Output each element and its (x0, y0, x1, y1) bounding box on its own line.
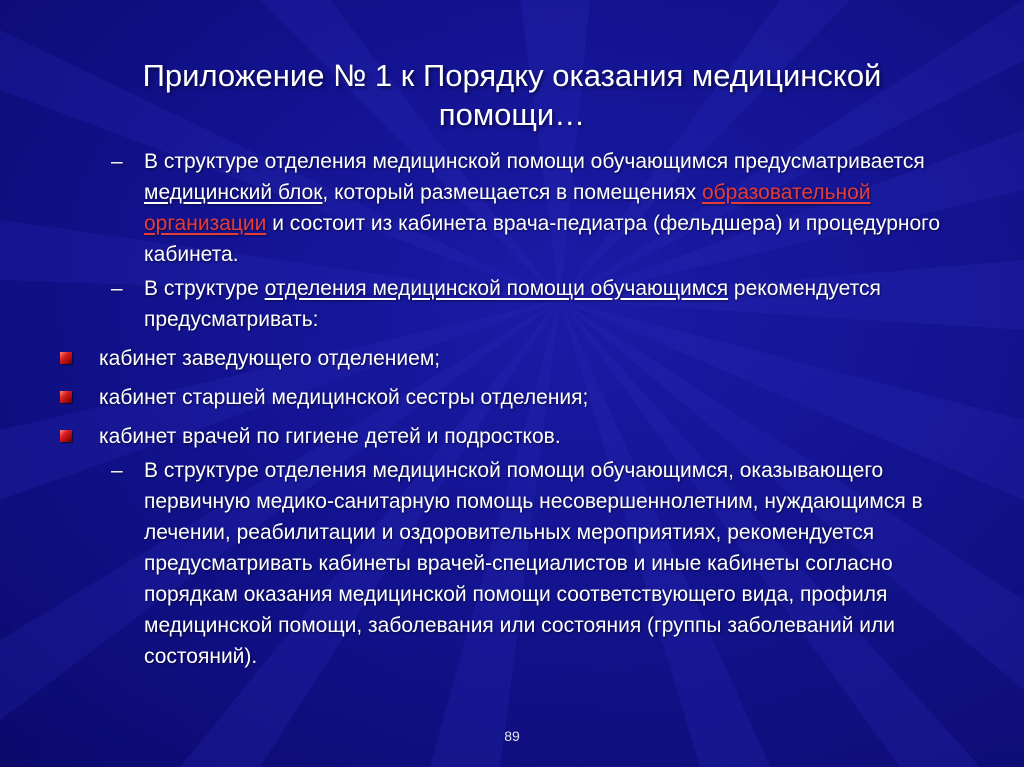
link-educational-organization[interactable]: образовательной организации (144, 181, 871, 235)
item1-text-1: В структуре отделения медицинской помощи обучающимся предусматривается (144, 150, 925, 173)
link-medical-department[interactable]: отделения медицинской помощи обучающимся (264, 277, 729, 300)
link-medical-block[interactable]: медицинский блок (144, 181, 323, 204)
red-square-bullet-icon (60, 391, 72, 403)
item3-text: В структуре отделения медицинской помощи обучающимся, оказывающего первичную медико-санитарную помощь несовершеннолетним, нуждающимся в лечении, реабилитации и оздоровительных мероприятиях, рекомендуется предусматривать кабинеты врачей-специалистов и иные кабинеты согласно порядкам оказания медицинской помощи соответствующего вида, профиля медицинской помощи, заболевания или состояния (группы заболеваний или состояний). (144, 459, 923, 668)
red-square-bullet-icon (60, 430, 72, 442)
bullet-item-head-office (0, 343, 1024, 374)
item2-text-1: В структуре (144, 277, 265, 300)
item2-text-2: рекомендуется предусматривать: (144, 277, 881, 331)
dash-item-specialist-offices (0, 455, 1024, 672)
dash-marker: – (111, 277, 123, 300)
title-line-2: помощи… (438, 97, 586, 132)
bullet-text: кабинет старшей медицинской сестры отделения; (99, 386, 589, 409)
bullet-item-hygiene-doctors-office (0, 421, 1024, 452)
page-number: 89 (504, 728, 520, 744)
dash-item-recommended-rooms (0, 273, 1024, 335)
red-square-bullet-icon (60, 352, 72, 364)
dash-item-medical-block (0, 146, 1024, 270)
slide-title (60, 56, 964, 134)
bullet-item-senior-nurse-office (0, 382, 1024, 413)
item1-text-2: , который размещается в помещениях (322, 181, 702, 204)
bullet-text: кабинет врачей по гигиене детей и подростков. (99, 425, 561, 448)
dash-marker: – (111, 150, 123, 173)
slide-body (0, 146, 1024, 672)
dash-marker: – (111, 459, 123, 482)
bullet-text: кабинет заведующего отделением; (99, 347, 441, 370)
item1-text-3: и состоит из кабинета врача-педиатра (фельдшера) и процедурного кабинета. (144, 212, 941, 266)
title-line-1: Приложение № 1 к Порядку оказания медицинской (142, 58, 882, 93)
